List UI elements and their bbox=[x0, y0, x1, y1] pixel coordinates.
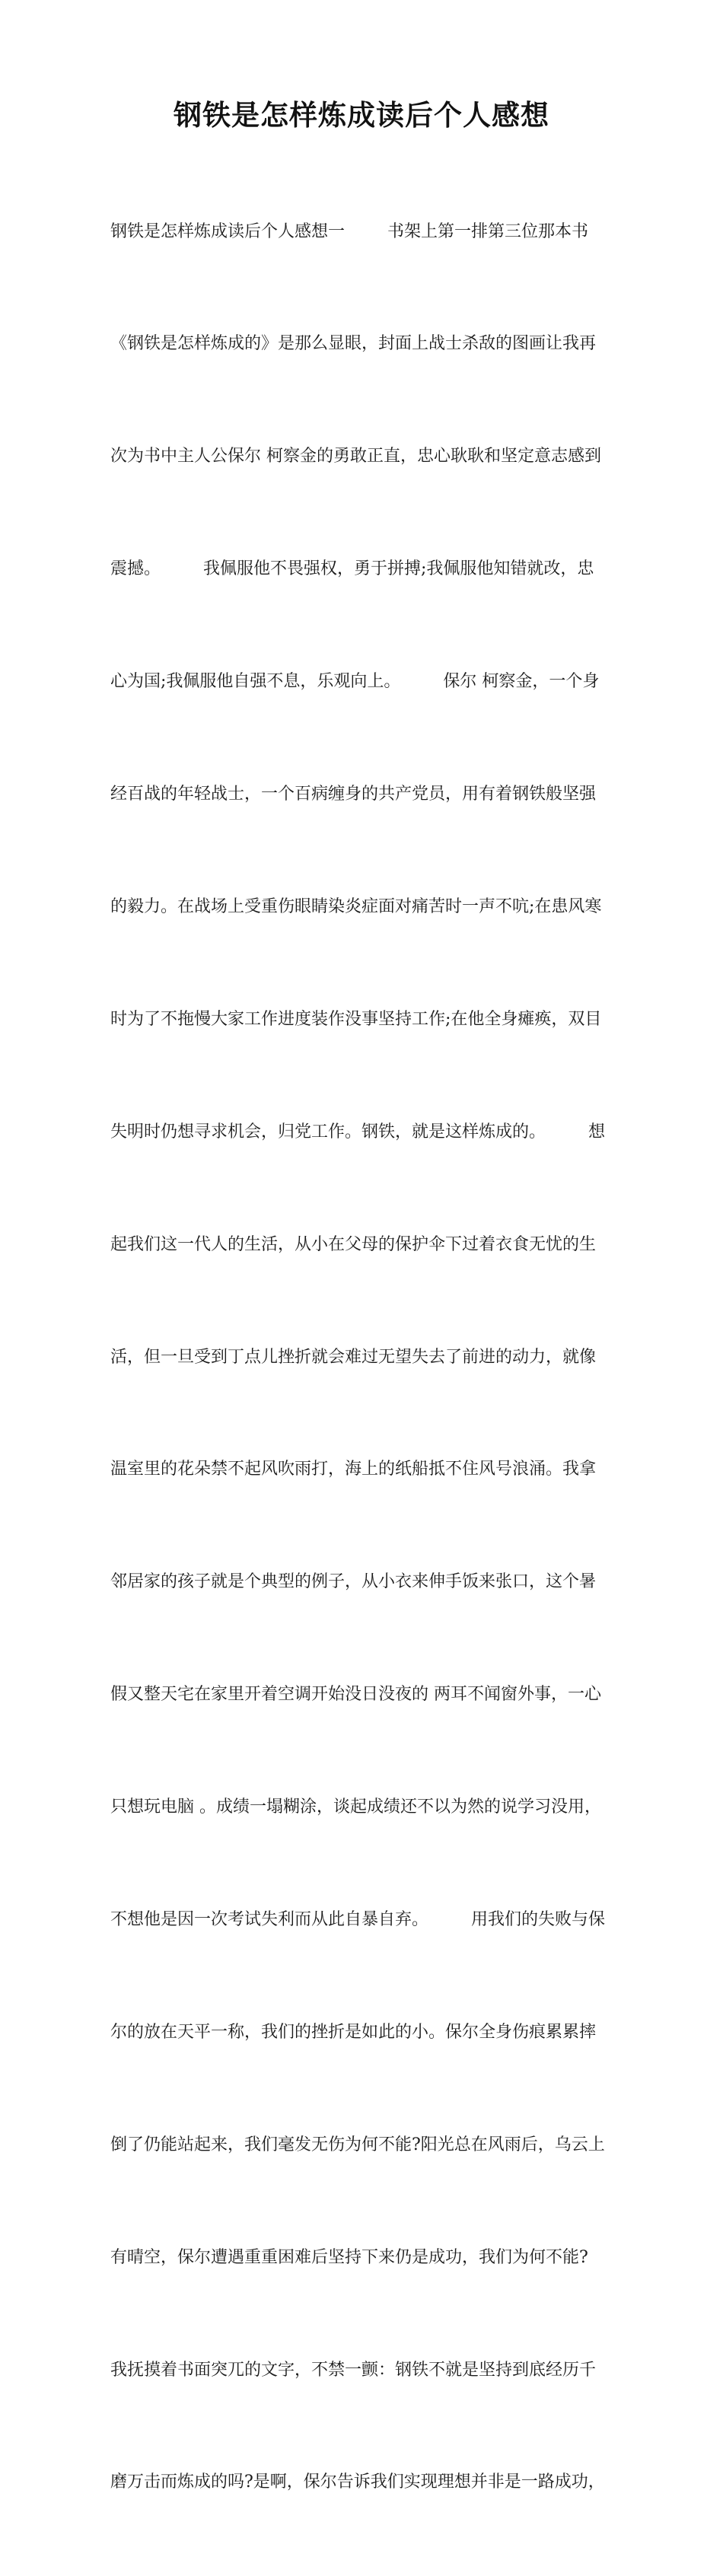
body-line: 我抚摸着书面突兀的文字，不禁一颤：钢铁不就是坚持到底经历千 bbox=[110, 2360, 597, 2380]
document-title: 钢铁是怎样炼成读后个人感想 bbox=[174, 99, 549, 132]
body-line: 起我们这一代人的生活，从小在父母的保护伞下过着衣食无忧的生 bbox=[110, 1234, 597, 1254]
body-line: 邻居家的孩子就是个典型的例子，从小衣来伸手饭来张口，这个暑 bbox=[110, 1572, 597, 1592]
body-line: 只想玩电脑 。成绩一塌糊涂，谈起成绩还不以为然的说学习没用， bbox=[110, 1797, 601, 1817]
body-line: 假又整天宅在家里开着空调开始没日没夜的 两耳不闻窗外事，一心 bbox=[110, 1685, 601, 1705]
body-line: 磨万击而炼成的吗?是啊，保尔告诉我们实现理想并非是一路成功， bbox=[110, 2473, 605, 2492]
body-line: 不想他是因一次考试失利而从此自暴自弃。 用我们的失败与保 bbox=[110, 1909, 605, 1929]
body-line: 震撼。 我佩服他不畏强权，勇于拼搏;我佩服他知错就改，忠 bbox=[110, 559, 594, 579]
body-line: 心为国;我佩服他自强不息，乐观向上。 保尔 柯察金，一个身 bbox=[110, 672, 600, 692]
body-line: 倒了仍能站起来，我们毫发无伤为何不能?阳光总在风雨后，乌云上 bbox=[110, 2135, 605, 2154]
body-line: 的毅力。在战场上受重伤眼睛染炎症面对痛苦时一声不吭;在患风寒 bbox=[110, 896, 602, 916]
body-line: 钢铁是怎样炼成读后个人感想一 书架上第一排第三位那本书 bbox=[110, 221, 588, 241]
body-line: 尔的放在天平一称，我们的挫折是如此的小。保尔全身伤痕累累摔 bbox=[110, 2022, 597, 2042]
body-line: 时为了不拖慢大家工作进度装作没事坚持工作;在他全身瘫痪，双目 bbox=[110, 1009, 602, 1029]
body-line: 失明时仍想寻求机会，归党工作。钢铁，就是这样炼成的。 想 bbox=[110, 1122, 605, 1142]
body-line: 《钢铁是怎样炼成的》是那么显眼，封面上战士杀敌的图画让我再 bbox=[110, 334, 597, 354]
body-line: 活，但一旦受到丁点儿挫折就会难过无望失去了前进的动力，就像 bbox=[110, 1347, 597, 1367]
body-line: 温室里的花朵禁不起风吹雨打，海上的纸船抵不住风号浪涌。我拿 bbox=[110, 1460, 597, 1479]
body-line: 有晴空，保尔遭遇重重困难后坚持下来仍是成功，我们为何不能? bbox=[110, 2247, 588, 2267]
body-line: 经百战的年轻战士，一个百病缠身的共产党员，用有着钢铁般坚强 bbox=[110, 785, 597, 804]
body-line: 次为书中主人公保尔 柯察金的勇敢正直，忠心耿耿和坚定意志感到 bbox=[110, 447, 601, 466]
document-body bbox=[110, 138, 616, 2576]
